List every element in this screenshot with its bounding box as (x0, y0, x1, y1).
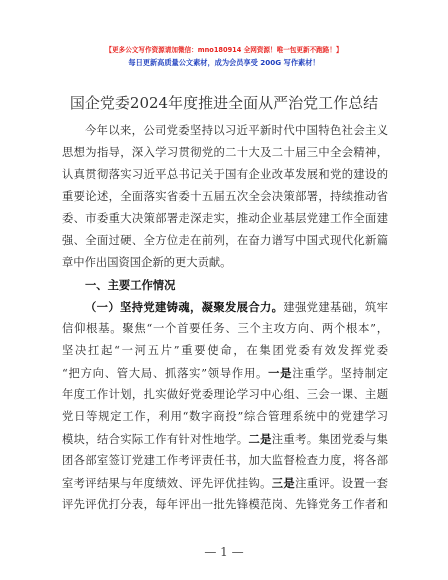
body-text: 建强党建基础，筑牢 (283, 301, 388, 314)
document-body (62, 120, 388, 516)
body-text: 注重考。集团党委与集 (271, 433, 388, 446)
body-text: 模块，结合实际工作有针对性地学。 (62, 433, 249, 446)
body-line: 评先评优打分表，每年评出一批先锋模范岗、先锋党务工作者和 (62, 498, 388, 511)
body-text: “把方向、管大局、抓落实”领导作用。 (62, 367, 269, 380)
body-line: 党日等规定工作，利用“数字商投”综合管理系统中的党建学习 (62, 410, 388, 423)
promo-banner-line: 【更多公文写作资源请加微信：mno180914 全网资源！唯一包更新不跑路！】 (105, 46, 343, 54)
member-banner-line: 每日更新高质量公文素材，成为会员享受 200G 写作素材！ (128, 58, 320, 67)
body-line (62, 362, 388, 384)
page-number: — 1 — (204, 545, 244, 559)
intro-line: 思想为指导，深入学习贯彻党的二十大及二十届三中全会精神， (62, 146, 388, 159)
emphasis-text: 一是 (268, 366, 293, 380)
subheading-text: （一）坚持党建铸魂，凝聚发展合力。 (85, 300, 284, 314)
emphasis-text: 二是 (248, 432, 272, 446)
body-text: 注重评。设置一套 (295, 477, 388, 490)
document-title: 国企党委2024年度推进全面从严治党工作总结 (69, 94, 379, 112)
body-line (62, 428, 388, 450)
body-text: 室考评结果与年度绩效、评先评优挂钩。 (62, 477, 272, 490)
intro-line: 重要论述，全面落实省委十五届五次全会决策部署，持续推动省 (62, 190, 388, 203)
body-text: 注重学。坚持制定 (292, 367, 388, 380)
body-line: 信仰根基。聚焦“一个首要任务、三个主攻方向、两个根本”， (62, 322, 388, 335)
body-line: 坚决扛起“一河五片”重要使命，在集团党委有效发挥党委 (62, 344, 388, 357)
intro-line: 强、全面过硬、全方位走在前列，在奋力谱写中国式现代化新篇 (62, 234, 388, 247)
body-line (62, 296, 388, 318)
body-line: 团各部室签订党建工作考评责任书，加大监督检查力度，将各部 (62, 454, 388, 467)
intro-line: 章中作出国资国企新的更大贡献。 (62, 256, 232, 269)
intro-line: 认真贯彻落实习近平总书记关于国有企业改革发展和党的建设的 (62, 168, 388, 181)
body-line (62, 472, 388, 494)
intro-line: 今年以来，公司党委坚持以习近平新时代中国特色社会主义 (85, 124, 388, 137)
emphasis-text: 三是 (271, 476, 296, 490)
intro-line: 委、市委重大决策部署走深走实，推动企业基层党建工作全面建 (62, 212, 388, 225)
section-heading: 一、主要工作情况 (85, 278, 176, 292)
body-line: 年度工作计划，扎实做好党委理论学习中心组、三会一课、主题 (62, 388, 388, 401)
